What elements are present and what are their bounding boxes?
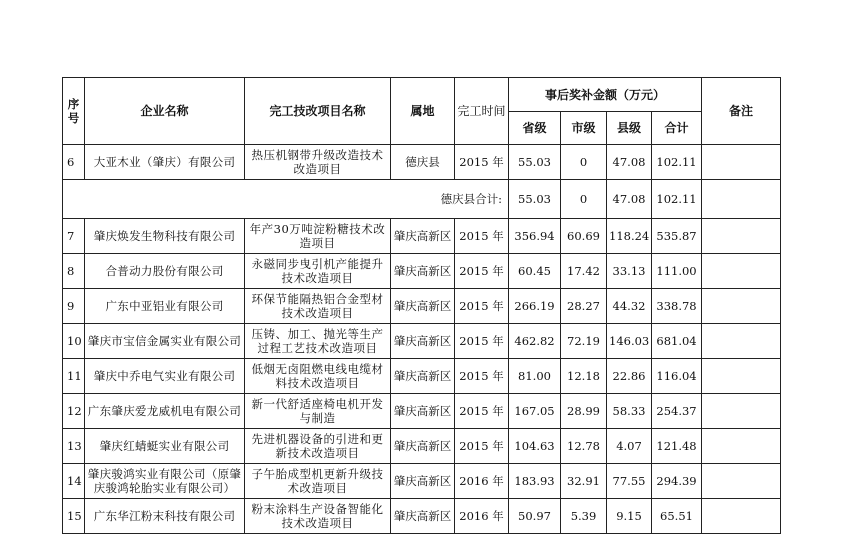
cell-county: 9.15: [607, 499, 652, 534]
cell-year: 2015 年: [455, 254, 509, 289]
cell-province: 50.97: [509, 499, 561, 534]
cell-province: 104.63: [509, 429, 561, 464]
header-finish-time: 完工时间: [455, 78, 509, 145]
cell-company: 肇庆红蜻蜓实业有限公司: [85, 429, 245, 464]
table-row: [63, 464, 781, 499]
cell-county: 44.32: [607, 289, 652, 324]
cell-project: 年产30万吨淀粉糖技术改造项目: [245, 219, 391, 254]
cell-company: 肇庆中乔电气实业有限公司: [85, 359, 245, 394]
cell-year: 2015 年: [455, 219, 509, 254]
cell-city: 28.27: [561, 289, 607, 324]
cell-company: 广东中亚铝业有限公司: [85, 289, 245, 324]
cell-province: 167.05: [509, 394, 561, 429]
cell-county: 58.33: [607, 394, 652, 429]
table-row: [63, 254, 781, 289]
cell-region: 肇庆高新区: [391, 429, 455, 464]
cell-county: 22.86: [607, 359, 652, 394]
cell-total: 338.78: [652, 289, 702, 324]
cell-company: 肇庆骏鸿实业有限公司（原肇庆骏鸿轮胎实业有限公司）: [85, 464, 245, 499]
header-region: 属地: [391, 78, 455, 145]
cell-total: 681.04: [652, 324, 702, 359]
header-remark: 备注: [702, 78, 781, 145]
cell-remark: [702, 324, 781, 359]
header-reward-group: 事后奖补金额（万元）: [509, 78, 702, 112]
cell-city: 12.18: [561, 359, 607, 394]
cell-project: 压铸、加工、抛光等生产过程工艺技术改造项目: [245, 324, 391, 359]
cell-city: 72.19: [561, 324, 607, 359]
cell-total: 102.11: [652, 145, 702, 180]
cell-city: 0: [561, 145, 607, 180]
cell-project: 环保节能隔热铝合金型材技术改造项目: [245, 289, 391, 324]
cell-region: 肇庆高新区: [391, 324, 455, 359]
cell-seq: 12: [63, 394, 85, 429]
cell-total: 116.04: [652, 359, 702, 394]
cell-year: 2016 年: [455, 499, 509, 534]
cell-project: 先进机器设备的引进和更新技术改造项目: [245, 429, 391, 464]
cell-region: 肇庆高新区: [391, 499, 455, 534]
cell-year: 2015 年: [455, 145, 509, 180]
cell-year: 2015 年: [455, 289, 509, 324]
header-total: 合计: [652, 112, 702, 145]
table-row: [63, 289, 781, 324]
cell-company: 肇庆焕发生物科技有限公司: [85, 219, 245, 254]
header-county: 县级: [607, 112, 652, 145]
cell-city: 12.78: [561, 429, 607, 464]
cell-city: 5.39: [561, 499, 607, 534]
cell-year: 2015 年: [455, 359, 509, 394]
subtotal-city: 0: [561, 180, 607, 219]
cell-remark: [702, 254, 781, 289]
cell-province: 81.00: [509, 359, 561, 394]
cell-remark: [702, 145, 781, 180]
cell-remark: [702, 394, 781, 429]
cell-region: 肇庆高新区: [391, 289, 455, 324]
cell-seq: 7: [63, 219, 85, 254]
cell-county: 77.55: [607, 464, 652, 499]
cell-region: 德庆县: [391, 145, 455, 180]
subtotal-remark: [702, 180, 781, 219]
cell-year: 2015 年: [455, 394, 509, 429]
cell-project: 新一代舒适座椅电机开发与制造: [245, 394, 391, 429]
cell-project: 永磁同步曳引机产能提升技术改造项目: [245, 254, 391, 289]
cell-seq: 10: [63, 324, 85, 359]
cell-seq: 11: [63, 359, 85, 394]
cell-remark: [702, 289, 781, 324]
cell-city: 32.91: [561, 464, 607, 499]
cell-total: 65.51: [652, 499, 702, 534]
cell-remark: [702, 359, 781, 394]
table-row: [63, 499, 781, 534]
cell-region: 肇庆高新区: [391, 359, 455, 394]
header-company: 企业名称: [85, 78, 245, 145]
subtotal-county: 47.08: [607, 180, 652, 219]
cell-region: 肇庆高新区: [391, 219, 455, 254]
table-row: [63, 219, 781, 254]
reward-table: [62, 77, 781, 534]
cell-year: 2015 年: [455, 429, 509, 464]
cell-province: 462.82: [509, 324, 561, 359]
cell-total: 121.48: [652, 429, 702, 464]
cell-region: 肇庆高新区: [391, 464, 455, 499]
cell-project: 子午胎成型机更新升级技术改造项目: [245, 464, 391, 499]
cell-project: 热压机钢带升级改造技术改造项目: [245, 145, 391, 180]
cell-company: 合普动力股份有限公司: [85, 254, 245, 289]
cell-project: 低烟无卤阻燃电线电缆材料技术改造项目: [245, 359, 391, 394]
subtotal-row: [63, 180, 781, 219]
cell-city: 28.99: [561, 394, 607, 429]
cell-county: 118.24: [607, 219, 652, 254]
subtotal-label: 德庆县合计:: [63, 180, 509, 219]
cell-city: 60.69: [561, 219, 607, 254]
table-row: [63, 394, 781, 429]
cell-county: 33.13: [607, 254, 652, 289]
cell-company: 广东华江粉末科技有限公司: [85, 499, 245, 534]
cell-company: 肇庆市宝信金属实业有限公司: [85, 324, 245, 359]
header-province: 省级: [509, 112, 561, 145]
cell-province: 266.19: [509, 289, 561, 324]
cell-seq: 13: [63, 429, 85, 464]
cell-remark: [702, 219, 781, 254]
cell-county: 4.07: [607, 429, 652, 464]
cell-city: 17.42: [561, 254, 607, 289]
cell-remark: [702, 464, 781, 499]
cell-province: 55.03: [509, 145, 561, 180]
cell-seq: 6: [63, 145, 85, 180]
cell-company: 广东肇庆爱龙威机电有限公司: [85, 394, 245, 429]
cell-remark: [702, 429, 781, 464]
cell-seq: 14: [63, 464, 85, 499]
table-row: [63, 324, 781, 359]
subtotal-total: 102.11: [652, 180, 702, 219]
cell-county: 47.08: [607, 145, 652, 180]
cell-total: 111.00: [652, 254, 702, 289]
cell-seq: 15: [63, 499, 85, 534]
table-row: [63, 145, 781, 180]
table-row: [63, 359, 781, 394]
header-project: 完工技改项目名称: [245, 78, 391, 145]
cell-total: 535.87: [652, 219, 702, 254]
table-row: [63, 429, 781, 464]
cell-year: 2015 年: [455, 324, 509, 359]
cell-region: 肇庆高新区: [391, 254, 455, 289]
cell-year: 2016 年: [455, 464, 509, 499]
cell-county: 146.03: [607, 324, 652, 359]
cell-seq: 9: [63, 289, 85, 324]
cell-region: 肇庆高新区: [391, 394, 455, 429]
cell-seq: 8: [63, 254, 85, 289]
header-seq: 序号: [63, 78, 85, 145]
cell-company: 大亚木业（肇庆）有限公司: [85, 145, 245, 180]
cell-project: 粉末涂料生产设备智能化技术改造项目: [245, 499, 391, 534]
rows-body: [63, 219, 781, 534]
subtotal-province: 55.03: [509, 180, 561, 219]
cell-province: 183.93: [509, 464, 561, 499]
cell-remark: [702, 499, 781, 534]
cell-province: 60.45: [509, 254, 561, 289]
cell-province: 356.94: [509, 219, 561, 254]
cell-total: 254.37: [652, 394, 702, 429]
cell-total: 294.39: [652, 464, 702, 499]
header-city: 市级: [561, 112, 607, 145]
